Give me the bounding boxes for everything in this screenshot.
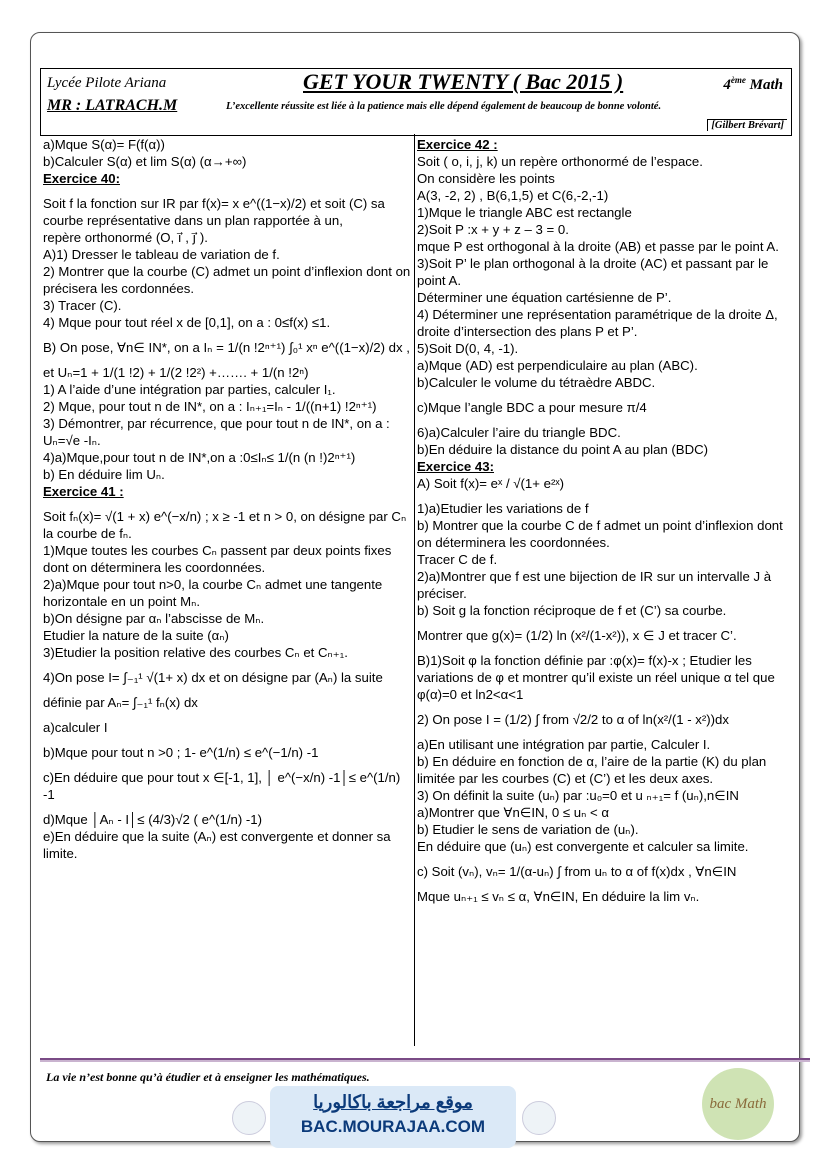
exercise-line: 6)a)Calculer l’aire du triangle BDC.: [417, 425, 621, 440]
exercise-line: a)En utilisant une intégration par partie, Calculer I.: [417, 737, 711, 752]
bac-math-logo: bac Math: [702, 1068, 774, 1140]
exercise-line: définie par Aₙ= ∫₋₁¹ fₙ(x) dx: [43, 695, 198, 710]
exercise-line: On considère les points: [417, 171, 555, 186]
exercise-line: mque P est orthogonal à la droite (AB) et passe par le point A.: [417, 239, 779, 254]
exercise-line: c) Soit (vₙ), vₙ= 1/(α-uₙ) ∫ from uₙ to α of f(x)dx , ∀n∈IN: [417, 864, 737, 879]
right-column: [417, 136, 789, 905]
spacer: [43, 711, 411, 719]
exercise-line: 4)On pose I= ∫₋₁¹ √(1+ x) dx et on désigne par (Aₙ) la suite: [43, 670, 383, 685]
spacer: [417, 619, 789, 627]
exercise-heading: Exercice 41 :: [43, 484, 124, 499]
site-logo-left-icon: [232, 1101, 266, 1135]
exercise-line: c)En déduire que pour tout x ∈[-1, 1], │ e^(−x/n) -1│≤ e^(1/n) -1: [43, 770, 401, 802]
exercise-line: 3)Soit P’ le plan orthogonal à la droite (AC) et passant par le point A.: [417, 256, 769, 288]
spacer: [417, 416, 789, 424]
teacher-name: MR : LATRACH.M: [47, 97, 178, 114]
exercise-line: 2) Montrer que la courbe (C) admet un point d’inflexion dont on précisera les cordonnées.: [43, 264, 411, 296]
exercise-line: 3)Etudier la position relative des courbes Cₙ et Cₙ₊₁.: [43, 645, 348, 660]
exercise-line: b) En déduire lim Uₙ.: [43, 467, 165, 482]
exercise-line: b) Montrer que la courbe C de f admet un point d’inflexion dont on déterminera les coordonnées.: [417, 518, 783, 550]
header-box: [40, 68, 792, 136]
class-text: Math: [745, 77, 783, 93]
banner-url[interactable]: BAC.MOURAJAA.COM: [300, 1117, 486, 1136]
exercise-line: 4) Mque pour tout réel x de [0,1], on a : 0≤f(x) ≤1.: [43, 315, 331, 330]
exercise-line: 2) Mque, pour tout n de IN*, on a : Iₙ₊₁=Iₙ - 1/((n+1) !2ⁿ⁺¹): [43, 399, 377, 414]
spacer: [417, 644, 789, 652]
spacer: [43, 187, 411, 195]
spacer: [417, 492, 789, 500]
exercise-line: Etudier la nature de la suite (αₙ): [43, 628, 229, 643]
spacer: [43, 661, 411, 669]
quote-author: [Gilbert Brévart]: [707, 119, 787, 131]
exercise-line: B)1)Soit φ la fonction définie par :φ(x)= f(x)-x ; Etudier les variations de φ et montrer qu’il existe un réel unique α tel que φ(α)=0 et ln2<α<1: [417, 653, 775, 702]
exercise-line: et Uₙ=1 + 1/(1 !2) + 1/(2 !2²) +……. + 1/(n !2ⁿ): [43, 365, 309, 380]
exercise-line: 1)a)Etudier les variations de f: [417, 501, 589, 516]
exercise-line: b) Soit g la fonction réciproque de f et (C’) sa courbe.: [417, 603, 727, 618]
exercise-line: b)En déduire la distance du point A au plan (BDC): [417, 442, 709, 457]
class-number: 4: [723, 77, 731, 93]
banner-arabic: موقع مراجعة باكالوريا: [313, 1092, 473, 1112]
exercise-line: 2) On pose I = (1/2) ∫ from √2/2 to α of ln(x²/(1 - x²))dx: [417, 712, 729, 727]
exercise-line: 1)Mque le triangle ABC est rectangle: [417, 205, 632, 220]
spacer: [417, 703, 789, 711]
exercise-heading: Exercice 42 :: [417, 137, 498, 152]
exercise-line: 2)Soit P :x + y + z – 3 = 0.: [417, 222, 569, 237]
exercise-line: 2)a)Montrer que f est une bijection de IR sur un intervalle J à préciser.: [417, 569, 772, 601]
spacer: [417, 855, 789, 863]
exercise-line: b)Calculer le volume du tétraèdre ABDC.: [417, 375, 656, 390]
exercise-line: Déterminer une équation cartésienne de P’.: [417, 290, 672, 305]
exercise-line: b)Mque pour tout n >0 ; 1- e^(1/n) ≤ e^(−1/n) -1: [43, 745, 319, 760]
spacer: [417, 728, 789, 736]
exercise-line: d)Mque │Aₙ - I│≤ (4/3)√2 ( e^(1/n) -1): [43, 812, 263, 827]
exercise-line: 3) On définit la suite (uₙ) par :u₀=0 et u ₙ₊₁= f (uₙ),n∈IN: [417, 788, 739, 803]
site-logo-right-icon: [522, 1101, 556, 1135]
exercise-line: a)Mque S(α)= F(f(α)): [43, 137, 165, 152]
exercise-line: 3) Tracer (C).: [43, 298, 122, 313]
exercise-line: c)Mque l’angle BDC a pour mesure π/4: [417, 400, 647, 415]
exercise-line: A)1) Dresser le tableau de variation de f.: [43, 247, 280, 262]
exercise-line: Soit ( o, i, j, k) un repère orthonormé de l’espace.: [417, 154, 703, 169]
exercise-heading: Exercice 43:: [417, 459, 494, 474]
left-column: [43, 136, 411, 862]
spacer: [417, 880, 789, 888]
exercise-line: Soit fₙ(x)= √(1 + x) e^(−x/n) ; x ≥ -1 et n > 0, on désigne par Cₙ la courbe de fₙ.: [43, 509, 407, 541]
exercise-heading: Exercice 40:: [43, 171, 120, 186]
spacer: [43, 331, 411, 339]
exercise-line: B) On pose, ∀n∈ IN*, on a Iₙ = 1/(n !2ⁿ⁺¹) ∫₀¹ xⁿ e^((1−x)/2) dx ,: [43, 340, 410, 355]
spacer: [43, 686, 411, 694]
exercise-line: a)Montrer que ∀n∈IN, 0 ≤ uₙ < α: [417, 805, 609, 820]
header-quote: L’excellente réussite est liée à la patience mais elle dépend également de beaucoup de bonne volonté.: [226, 101, 662, 112]
exercise-line: 2)a)Mque pour tout n>0, la courbe Cₙ admet une tangente horizontale en un point Mₙ.: [43, 577, 383, 609]
exercise-line: A) Soit f(x)= eˣ / √(1+ e²ˣ): [417, 476, 565, 491]
spacer: [43, 500, 411, 508]
exercise-line: Soit f la fonction sur IR par f(x)= x e^((1−x)/2) et soit (C) sa courbe représentative dans un plan rapportée à un,: [43, 196, 385, 228]
class-label: [723, 75, 783, 94]
spacer: [43, 803, 411, 811]
exercise-line: Tracer C de f.: [417, 552, 498, 567]
exercise-line: 5)Soit D(0, 4, -1).: [417, 341, 519, 356]
school-name: Lycée Pilote Ariana: [47, 75, 167, 91]
column-divider: [414, 134, 415, 1046]
exercise-line: 1) A l’aide d’une intégration par parties, calculer I₁.: [43, 382, 336, 397]
exercise-line: 1)Mque toutes les courbes Cₙ passent par deux points fixes dont on déterminera les coordonnées.: [43, 543, 392, 575]
exercise-line: Mque uₙ₊₁ ≤ vₙ ≤ α, ∀n∈IN, En déduire la lim vₙ.: [417, 889, 700, 904]
spacer: [43, 356, 411, 364]
exercise-line: En déduire que (uₙ) est convergente et calculer sa limite.: [417, 839, 749, 854]
spacer: [417, 391, 789, 399]
site-banner[interactable]: [270, 1086, 516, 1148]
exercise-line: e)En déduire que la suite (Aₙ) est convergente et donner sa limite.: [43, 829, 391, 861]
exercise-line: repère orthonormé (O, i⃗ , j⃗ ).: [43, 230, 208, 245]
exercise-line: a)Mque (AD) est perpendiculaire au plan (ABC).: [417, 358, 698, 373]
exercise-line: Montrer que g(x)= (1/2) ln (x²/(1-x²)), x ∈ J et tracer C’.: [417, 628, 737, 643]
class-suffix: ème: [730, 75, 746, 85]
footer-quote: La vie n’est bonne qu’à étudier et à enseigner les mathématiques.: [46, 1070, 370, 1084]
exercise-line: b) Etudier le sens de variation de (uₙ).: [417, 822, 639, 837]
exercise-line: b)Calculer S(α) et lim S(α) (α→+∞): [43, 154, 247, 169]
spacer: [43, 736, 411, 744]
spacer: [43, 761, 411, 769]
exercise-line: 3) Démontrer, par récurrence, que pour tout n de IN*, on a : Uₙ=√e -Iₙ.: [43, 416, 390, 448]
page-title: GET YOUR TWENTY ( Bac 2015 ): [303, 69, 624, 94]
exercise-line: A(3, -2, 2) , B(6,1,5) et C(6,-2,-1): [417, 188, 609, 203]
footer-divider: [40, 1058, 810, 1060]
exercise-line: b) En déduire en fonction de α, l’aire de la partie (K) du plan limitée par les courbes (C) et (C’) et les deux axes.: [417, 754, 767, 786]
exercise-line: 4)a)Mque,pour tout n de IN*,on a :0≤Iₙ≤ 1/(n (n !)2ⁿ⁺¹): [43, 450, 356, 465]
exercise-line: 4) Déterminer une représentation paramétrique de la droite Δ, droite d’intersection des plans P et P’.: [417, 307, 778, 339]
exercise-line: a)calculer I: [43, 720, 108, 735]
exercise-line: b)On désigne par αₙ l’abscisse de Mₙ.: [43, 611, 265, 626]
